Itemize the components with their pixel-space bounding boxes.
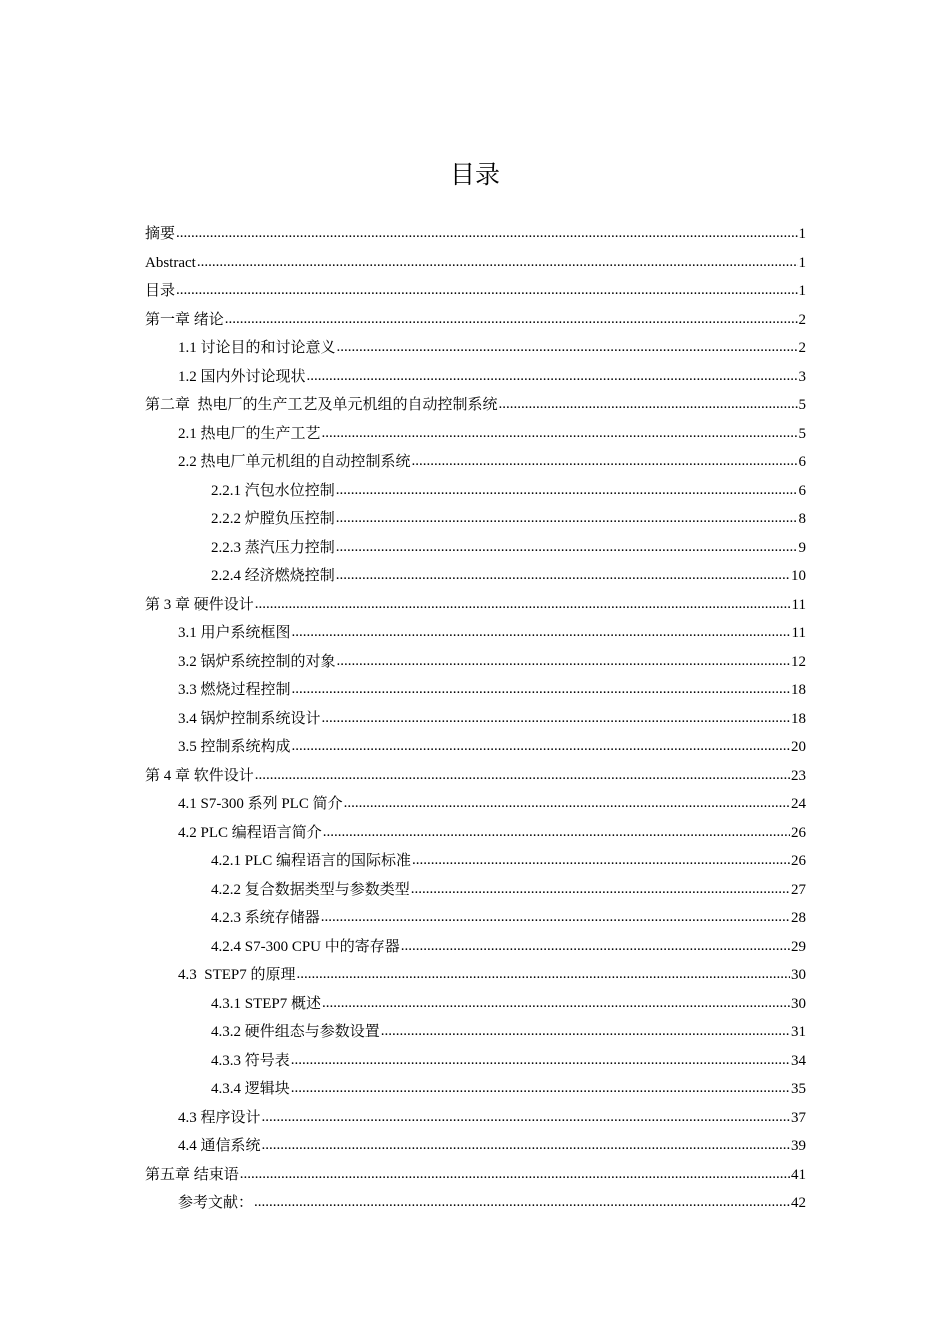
toc-entry-label: 3.5 控制系统构成 (178, 739, 291, 755)
toc-entry-page-number: 6 (798, 454, 806, 470)
toc-entry[interactable] (145, 819, 806, 848)
toc-dot-leader (297, 960, 790, 989)
toc-dot-leader (381, 1017, 790, 1046)
toc-entry-label: 4.3.1 STEP7 概述 (211, 995, 322, 1012)
toc-entry-label: 1.2 国内外讨论现状 (178, 368, 306, 385)
toc-entry-page-number: 28 (791, 910, 806, 926)
toc-dot-leader (292, 732, 790, 761)
toc-dot-leader (262, 1131, 790, 1160)
toc-entry-label: 4.2.2 复合数据类型与参数类型 (211, 881, 410, 898)
toc-dot-leader (412, 846, 790, 875)
toc-dot-leader (336, 476, 798, 505)
toc-entry-page-number: 1 (798, 254, 806, 271)
toc-entry[interactable] (145, 420, 806, 449)
toc-dot-leader (337, 647, 790, 676)
toc-entry-page-number: 18 (791, 682, 806, 698)
toc-dot-leader (322, 704, 790, 733)
toc-entry-page-number: 41 (791, 1166, 806, 1183)
toc-entry-label: 第 4 章 软件设计 (145, 767, 254, 784)
toc-entry-label: 2.2.4 经济燃烧控制 (211, 568, 335, 584)
toc-entry[interactable] (145, 762, 806, 791)
toc-dot-leader (292, 675, 790, 704)
toc-dot-leader (336, 504, 798, 533)
toc-entry[interactable] (145, 591, 806, 620)
toc-dot-leader (307, 362, 798, 391)
toc-entry-page-number: 30 (791, 967, 806, 983)
toc-entry[interactable] (145, 1104, 806, 1133)
toc-entry-label: 2.2.1 汽包水位控制 (211, 482, 335, 499)
toc-entry[interactable] (145, 733, 806, 762)
toc-entry-page-number: 37 (791, 1109, 806, 1126)
toc-entry-page-number: 3 (798, 368, 806, 385)
toc-entry-label: 4.3.4 逻辑块 (211, 1081, 290, 1097)
toc-dot-leader (240, 1160, 790, 1189)
toc-entry-label: 2.1 热电厂的生产工艺 (178, 425, 321, 442)
toc-entry-label: 4.3.3 符号表 (211, 1052, 290, 1069)
toc-dot-leader (255, 590, 791, 619)
toc-entry-label: 摘要 (145, 226, 176, 242)
toc-dot-leader (291, 1046, 790, 1075)
toc-dot-leader (401, 932, 790, 961)
toc-dot-leader (337, 333, 798, 362)
toc-entry-label: 4.1 S7-300 系列 PLC 简介 (178, 796, 343, 812)
toc-entry-page-number: 31 (791, 1024, 806, 1040)
toc-entry-page-number: 39 (791, 1138, 806, 1154)
toc-entry-page-number: 26 (791, 853, 806, 869)
table-of-contents (145, 220, 806, 1218)
toc-entry[interactable] (145, 933, 806, 962)
toc-entry[interactable] (145, 904, 806, 933)
toc-entry-page-number: 35 (791, 1081, 806, 1097)
toc-entry[interactable] (145, 876, 806, 905)
toc-entry-label: 3.2 锅炉系统控制的对象 (178, 653, 336, 670)
toc-entry-page-number: 5 (798, 425, 806, 442)
toc-entry[interactable] (145, 391, 806, 420)
toc-dot-leader (254, 1188, 790, 1217)
toc-entry-page-number: 26 (791, 824, 806, 841)
toc-entry-page-number: 27 (791, 881, 806, 898)
toc-entry[interactable] (145, 477, 806, 506)
toc-entry-label: 第 3 章 硬件设计 (145, 596, 254, 613)
toc-entry-page-number: 29 (791, 938, 806, 955)
toc-entry[interactable] (145, 790, 806, 819)
toc-entry-label: 4.4 通信系统 (178, 1138, 261, 1154)
toc-entry-label: 4.2.3 系统存储器 (211, 910, 320, 926)
toc-dot-leader (255, 761, 790, 790)
toc-entry-label: 2.2 热电厂单元机组的自动控制系统 (178, 454, 411, 470)
toc-entry-label: 1.1 讨论目的和讨论意义 (178, 340, 336, 356)
toc-entry[interactable] (145, 847, 806, 876)
toc-entry-page-number: 23 (791, 767, 806, 784)
toc-entry[interactable] (145, 534, 806, 563)
toc-dot-leader (225, 305, 798, 334)
toc-entry[interactable] (145, 363, 806, 392)
toc-entry[interactable] (145, 277, 806, 306)
toc-entry-label: 第五章 结束语 (145, 1166, 239, 1183)
toc-dot-leader (323, 818, 790, 847)
page-title: 目录 (449, 160, 500, 189)
toc-entry-page-number: 2 (798, 340, 806, 356)
toc-entry[interactable] (145, 1132, 806, 1161)
toc-entry-page-number: 30 (791, 995, 806, 1012)
toc-entry-label: 4.2 PLC 编程语言简介 (178, 824, 322, 841)
toc-entry[interactable] (145, 334, 806, 363)
toc-entry-page-number: 24 (791, 796, 806, 812)
toc-entry-page-number: 12 (791, 653, 806, 670)
toc-entry[interactable] (145, 505, 806, 534)
toc-dot-leader (411, 875, 790, 904)
toc-dot-leader (344, 789, 790, 818)
toc-entry-page-number: 10 (791, 568, 806, 584)
toc-entry-label: 2.2.3 蒸汽压力控制 (211, 539, 335, 556)
toc-entry[interactable] (145, 1161, 806, 1190)
toc-entry-label: 3.1 用户系统框图 (178, 625, 291, 641)
toc-entry[interactable] (145, 619, 806, 648)
toc-dot-leader (197, 248, 798, 277)
toc-dot-leader (262, 1103, 790, 1132)
toc-dot-leader (322, 419, 798, 448)
toc-entry[interactable] (145, 705, 806, 734)
toc-entry-page-number: 1 (798, 226, 806, 242)
toc-entry[interactable] (145, 1018, 806, 1047)
toc-dot-leader (176, 219, 797, 248)
toc-entry-page-number: 9 (798, 539, 806, 556)
toc-dot-leader (176, 276, 797, 305)
toc-entry-page-number: 34 (791, 1052, 806, 1069)
toc-entry-label: 3.4 锅炉控制系统设计 (178, 710, 321, 727)
toc-entry-label: 第二章 热电厂的生产工艺及单元机组的自动控制系统 (145, 397, 498, 413)
toc-entry-page-number: 18 (791, 710, 806, 727)
toc-dot-leader (291, 1074, 790, 1103)
toc-entry[interactable] (145, 306, 806, 335)
toc-dot-leader (499, 390, 798, 419)
toc-entry[interactable] (145, 1047, 806, 1076)
toc-entry[interactable] (145, 562, 806, 591)
toc-entry[interactable] (145, 249, 806, 278)
toc-entry-label: 4.3 程序设计 (178, 1109, 261, 1126)
toc-entry-label: Abstract (145, 254, 196, 271)
toc-entry-label: 4.2.4 S7-300 CPU 中的寄存器 (211, 938, 400, 955)
toc-dot-leader (322, 989, 790, 1018)
toc-dot-leader (321, 903, 790, 932)
toc-entry[interactable] (145, 648, 806, 677)
toc-entry[interactable] (145, 448, 806, 477)
toc-entry-page-number: 8 (798, 511, 806, 527)
toc-entry-page-number: 1 (798, 283, 806, 299)
toc-dot-leader (412, 447, 798, 476)
toc-entry[interactable] (145, 1075, 806, 1104)
toc-entry-label: 3.3 燃烧过程控制 (178, 682, 291, 698)
toc-entry-label: 4.2.1 PLC 编程语言的国际标准 (211, 853, 412, 869)
toc-entry-label: 目录 (145, 283, 176, 299)
toc-entry[interactable] (145, 220, 806, 249)
toc-entry-page-number: 11 (791, 625, 806, 641)
toc-entry-page-number: 5 (798, 397, 806, 413)
toc-entry-label: 第一章 绪论 (145, 311, 224, 328)
toc-entry[interactable] (145, 961, 806, 990)
toc-entry-page-number: 11 (791, 596, 806, 613)
toc-entry-page-number: 42 (791, 1195, 806, 1211)
toc-dot-leader (336, 561, 790, 590)
toc-entry-label: 2.2.2 炉膛负压控制 (211, 511, 335, 527)
toc-entry-label: 参考文献： (178, 1195, 254, 1211)
toc-entry-page-number: 6 (798, 482, 806, 499)
toc-entry-page-number: 2 (798, 311, 806, 328)
toc-dot-leader (292, 618, 791, 647)
toc-entry-page-number: 20 (791, 739, 806, 755)
toc-entry[interactable] (145, 1189, 806, 1218)
toc-entry-label: 4.3 STEP7 的原理 (178, 967, 296, 983)
toc-entry[interactable] (145, 676, 806, 705)
toc-dot-leader (336, 533, 798, 562)
toc-entry-label: 4.3.2 硬件组态与参数设置 (211, 1024, 380, 1040)
toc-entry[interactable] (145, 990, 806, 1019)
